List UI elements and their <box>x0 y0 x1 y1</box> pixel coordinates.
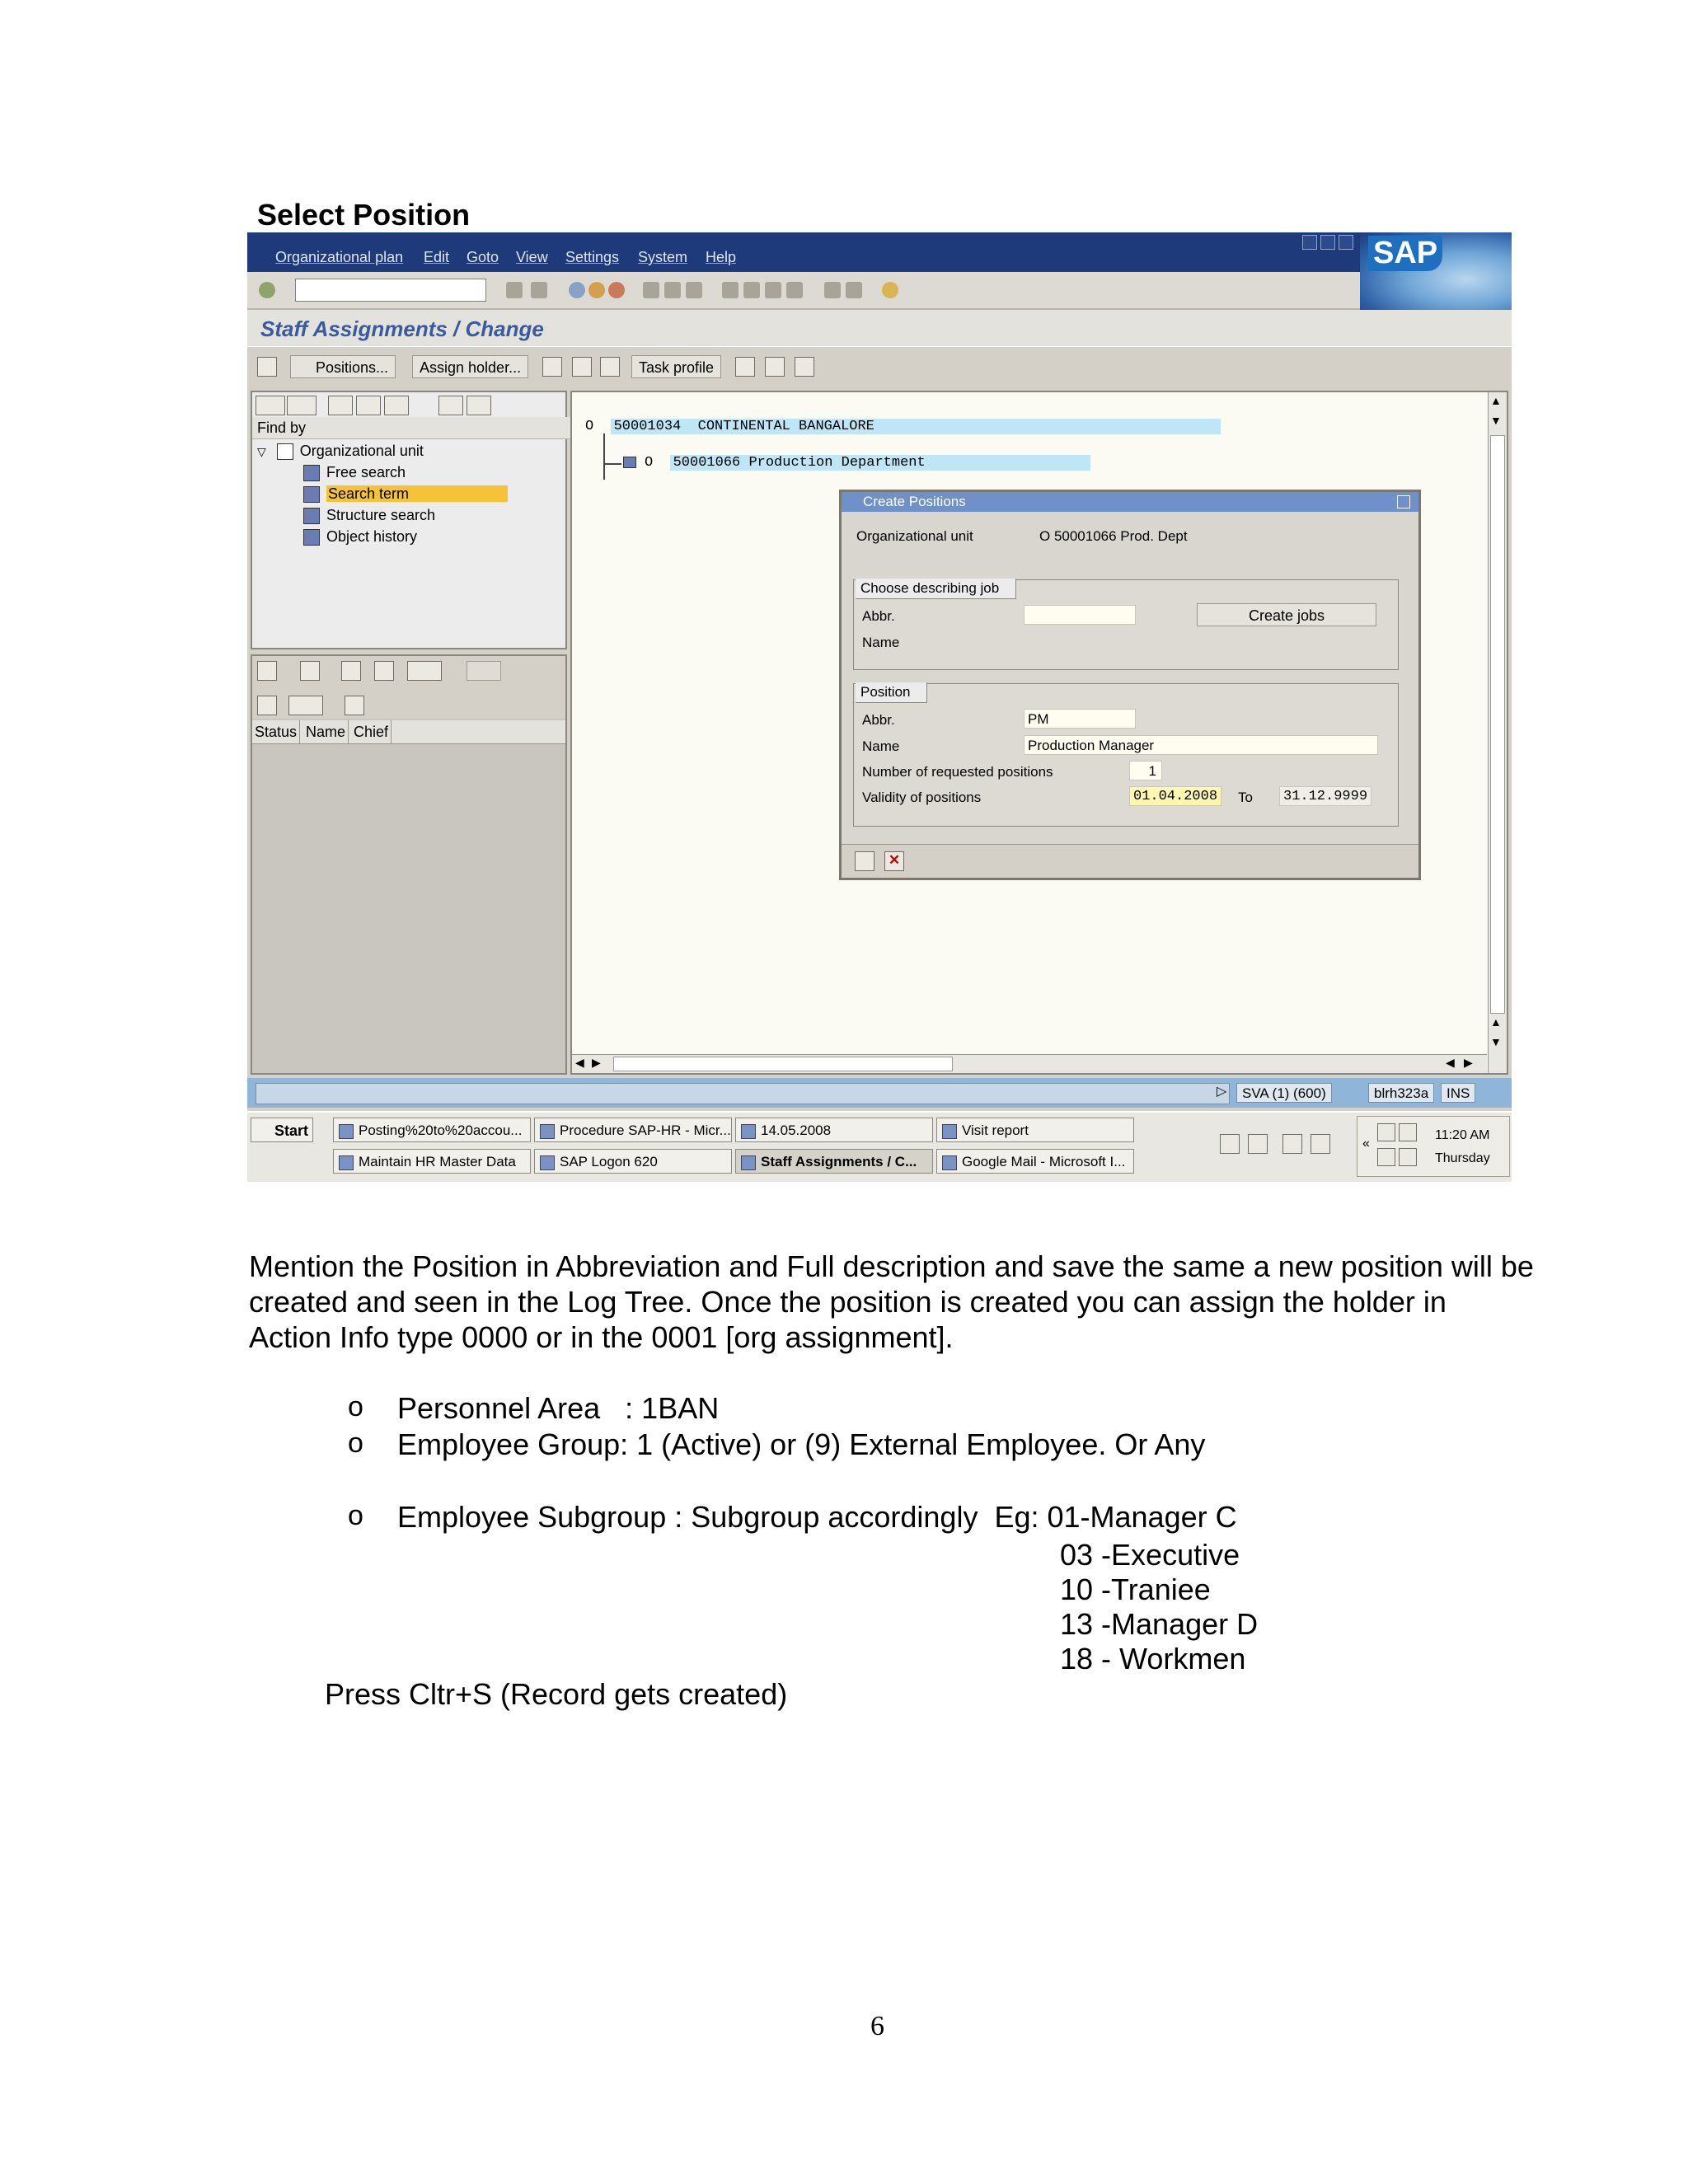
hit-list-panel <box>251 654 567 1075</box>
scroll-right-icon-end[interactable]: ▶ <box>1464 1056 1473 1069</box>
describing-job-title: Choose describing job <box>856 579 1016 599</box>
describing-job-group <box>853 579 1399 670</box>
status-bar <box>247 1078 1512 1108</box>
transfer-icon[interactable] <box>735 357 755 377</box>
new-session-icon[interactable] <box>824 282 841 298</box>
menu-view[interactable]: View <box>516 249 548 265</box>
menu-organizational-plan[interactable]: Organizational plan <box>275 249 404 265</box>
find-icon[interactable] <box>664 282 681 298</box>
monitor-icon[interactable] <box>1377 1148 1395 1166</box>
object-manager-panel <box>251 391 567 649</box>
task-folder-date[interactable]: 14.05.2008 <box>735 1118 933 1142</box>
position-name-label: Name <box>862 738 900 754</box>
job-name-label: Name <box>862 635 900 650</box>
nav-back-icon[interactable] <box>256 396 285 415</box>
status-message-area <box>256 1083 1230 1104</box>
tree-connector-branch <box>603 463 621 465</box>
tree-item-free-search[interactable]: Free search <box>252 462 617 483</box>
subgroup-item: 18 - Workmen <box>1060 1642 1246 1675</box>
title-bar <box>247 310 1512 346</box>
menu-edit[interactable]: Edit <box>424 249 450 265</box>
graphic-icon[interactable] <box>345 696 364 715</box>
folder-icon <box>623 457 636 468</box>
start-button[interactable]: Start <box>251 1118 313 1142</box>
valid-to-input[interactable]: 31.12.9999 <box>1279 786 1372 806</box>
change-mode-icon[interactable] <box>257 357 277 377</box>
exit-icon[interactable] <box>588 282 605 298</box>
task-visit-report[interactable]: Visit report <box>936 1118 1134 1142</box>
quicklaunch-help-icon[interactable] <box>1282 1134 1302 1154</box>
next-page-icon[interactable] <box>765 282 781 298</box>
section-heading: Select Position <box>257 198 471 232</box>
cancel-icon[interactable]: ✕ <box>884 851 904 871</box>
instruction-paragraph: Mention the Position in Abbreviation and Full description and save the same a new position will be created and seen in the Log Tree. Once the position is created you can assign the holder in Action Info type 0000 or in the 0001 [org assignment]. <box>249 1249 1534 1354</box>
windows-taskbar <box>247 1111 1512 1182</box>
chart-icon[interactable] <box>795 357 814 377</box>
previous-page-icon[interactable] <box>743 282 760 298</box>
help-icon[interactable] <box>882 282 898 298</box>
position-abbr-label: Abbr. <box>862 712 895 728</box>
create-positions-dialog <box>839 490 1421 880</box>
menu-help[interactable]: Help <box>706 249 737 265</box>
vertical-scrollbar[interactable] <box>1488 392 1507 1073</box>
tree-item-search-term[interactable]: Search term <box>252 483 617 504</box>
enter-icon[interactable] <box>259 282 275 298</box>
cancel-icon[interactable] <box>608 282 625 298</box>
tree-connector <box>603 434 605 480</box>
org-icon[interactable] <box>542 357 562 377</box>
dialog-footer <box>842 844 1418 878</box>
hit-list-toolbar <box>252 656 565 719</box>
first-page-icon[interactable] <box>722 282 738 298</box>
job-abbr-input[interactable] <box>1024 605 1136 625</box>
tray-expand-icon[interactable]: « <box>1362 1137 1370 1151</box>
filter-icon[interactable] <box>374 661 394 681</box>
clock-time[interactable]: 11:20 AM <box>1435 1128 1490 1142</box>
close-window-icon[interactable] <box>1339 235 1353 250</box>
task-sap-logon[interactable]: SAP Logon 620 <box>534 1149 732 1174</box>
create-jobs-button[interactable]: Create jobs <box>1197 603 1376 626</box>
scroll-down-icon[interactable]: ▼ <box>1490 414 1502 427</box>
refresh-icon[interactable] <box>600 357 620 377</box>
binoculars-icon <box>303 508 320 524</box>
quicklaunch-icon-1[interactable] <box>1220 1134 1240 1154</box>
subgroup-item: 13 -Manager D <box>1060 1607 1259 1641</box>
task-maintain-hr[interactable]: Maintain HR Master Data <box>333 1149 531 1174</box>
print-list-icon[interactable] <box>257 696 277 715</box>
menu-bar <box>247 232 1512 272</box>
position-group <box>853 683 1399 827</box>
requested-positions-input[interactable]: 1 <box>1129 761 1162 780</box>
back-icon[interactable] <box>569 282 585 298</box>
task-profile-button[interactable]: Task profile <box>631 355 721 378</box>
network-icon[interactable] <box>1377 1123 1395 1141</box>
mail-icon[interactable] <box>1399 1123 1417 1141</box>
column-status[interactable]: Status <box>252 720 300 743</box>
bullet-marker: o <box>348 1391 363 1422</box>
tree-child-node[interactable]: O 50001066 Production Department <box>623 455 1090 471</box>
bullet-personnel-area: Personnel Area : 1BAN <box>397 1391 720 1425</box>
layout-icon[interactable] <box>765 357 785 377</box>
column-chief[interactable]: Chief <box>351 720 392 743</box>
print-icon[interactable] <box>643 282 659 298</box>
page-title: Staff Assignments / Change <box>260 316 544 341</box>
command-field[interactable] <box>295 279 486 302</box>
sap-screenshot <box>247 232 1512 1182</box>
scroll-left-icon[interactable]: ◀ <box>575 1056 584 1069</box>
task-procedure[interactable]: Procedure SAP-HR - Micr... <box>534 1118 732 1142</box>
quicklaunch-icon-4[interactable] <box>1311 1134 1330 1154</box>
sort-icon[interactable] <box>341 661 361 681</box>
tree-org-unit[interactable]: ▽ Organizational unit <box>257 443 424 459</box>
last-page-icon[interactable] <box>786 282 803 298</box>
subgroup-item: 10 -Traniee <box>1060 1572 1211 1606</box>
expand-up-icon[interactable] <box>467 396 491 415</box>
position-name-input[interactable]: Production Manager <box>1024 735 1378 755</box>
to-label: To <box>1238 790 1253 805</box>
bullet-employee-subgroup: Employee Subgroup : Subgroup accordingly Eg: 01-Manager C <box>397 1500 1237 1534</box>
scroll-left-icon-end[interactable]: ◀ <box>1446 1056 1455 1069</box>
scroll-up-icon-bottom[interactable]: ▲ <box>1490 1015 1502 1029</box>
detail-icon[interactable] <box>356 396 381 415</box>
standard-toolbar <box>247 272 1360 310</box>
position-abbr-input[interactable]: PM <box>1024 709 1136 729</box>
menu-goto[interactable]: Goto <box>467 249 499 265</box>
details-icon[interactable] <box>300 661 320 681</box>
org-unit-value: O 50001066 Prod. Dept <box>1039 528 1188 544</box>
select-all-icon[interactable] <box>257 661 277 681</box>
scroll-thumb[interactable] <box>1490 435 1505 1014</box>
clock-day: Thursday <box>1435 1151 1490 1165</box>
collapse-icon[interactable] <box>384 396 409 415</box>
org-unit-icon <box>277 443 293 460</box>
dialog-title: Create Positions <box>842 492 1418 512</box>
system-tray <box>1357 1116 1510 1177</box>
menu-system[interactable]: System <box>638 249 688 265</box>
bullet-marker: o <box>348 1500 363 1531</box>
requested-positions-label: Number of requested positions <box>862 764 1053 780</box>
column-header-row <box>252 720 565 744</box>
binoculars-icon <box>303 486 320 503</box>
input-mode: INS <box>1441 1083 1475 1103</box>
tree-item-structure-search[interactable]: Structure search <box>252 504 617 526</box>
scroll-up-icon[interactable]: ▲ <box>1490 394 1502 407</box>
binoculars-icon <box>303 529 320 546</box>
sum-icon[interactable] <box>407 661 442 681</box>
save-icon[interactable] <box>855 851 874 871</box>
view-icon[interactable] <box>288 696 323 715</box>
quicklaunch-icon-2[interactable] <box>1248 1134 1268 1154</box>
position-group-title: Position <box>856 682 927 703</box>
page-number: 6 <box>870 2011 884 2041</box>
task-posting[interactable]: Posting%20to%20accou... <box>333 1118 531 1142</box>
find-next-icon[interactable] <box>686 282 702 298</box>
hscroll-thumb[interactable] <box>613 1057 953 1071</box>
application-toolbar <box>247 346 1512 388</box>
positions-button[interactable]: Positions... <box>290 355 396 378</box>
tree-item-object-history[interactable]: Object history <box>252 526 617 547</box>
task-google-mail[interactable]: Google Mail - Microsoft I... <box>936 1149 1134 1174</box>
tree-root-node[interactable]: O 50001034 CONTINENTAL BANGALORE <box>585 419 1221 434</box>
back-arrow-icon[interactable] <box>506 282 523 298</box>
binoculars-icon <box>303 465 320 481</box>
save-icon[interactable] <box>531 282 547 298</box>
expand-down-icon[interactable] <box>438 396 463 415</box>
press-note: Press Cltr+S (Record gets created) <box>325 1677 788 1711</box>
maximize-icon[interactable] <box>1320 235 1335 250</box>
find-by-label: Find by <box>252 417 570 439</box>
bullet-marker: o <box>348 1427 363 1459</box>
valid-from-input[interactable]: 01.04.2008 <box>1129 786 1221 806</box>
column-name[interactable]: Name <box>303 720 349 743</box>
sync-icon[interactable] <box>1399 1148 1417 1166</box>
scroll-down-icon-bottom[interactable]: ▼ <box>1490 1035 1502 1048</box>
status-expand-icon[interactable]: ▷ <box>1217 1085 1227 1099</box>
dialog-close-icon[interactable] <box>1397 495 1410 509</box>
subgroup-item: 03 -Executive <box>1060 1538 1240 1572</box>
horizontal-scrollbar[interactable] <box>572 1054 1487 1073</box>
org-unit-label: Organizational unit <box>856 528 973 544</box>
sap-logo: SAP <box>1360 232 1512 311</box>
job-abbr-label: Abbr. <box>862 608 895 624</box>
menu-settings[interactable]: Settings <box>565 249 620 265</box>
task-staff-assignments[interactable]: Staff Assignments / C... <box>735 1149 933 1174</box>
holder-icon[interactable] <box>572 357 592 377</box>
scroll-right-icon[interactable]: ▶ <box>592 1056 601 1069</box>
overview-icon[interactable] <box>328 396 353 415</box>
validity-label: Validity of positions <box>862 790 982 805</box>
shortcut-icon[interactable] <box>846 282 862 298</box>
system-info: SVA (1) (600) <box>1236 1083 1332 1103</box>
minimize-icon[interactable] <box>1302 235 1317 250</box>
bullet-employee-group: Employee Group: 1 (Active) or (9) External Employee. Or Any <box>397 1427 1206 1461</box>
assign-holder-button[interactable]: Assign holder... <box>412 355 528 378</box>
collapse-arrow-icon[interactable]: ▽ <box>257 445 266 458</box>
server-info: blrh323a <box>1368 1083 1434 1103</box>
export-icon[interactable] <box>467 661 501 681</box>
nav-forward-icon[interactable] <box>287 396 316 415</box>
